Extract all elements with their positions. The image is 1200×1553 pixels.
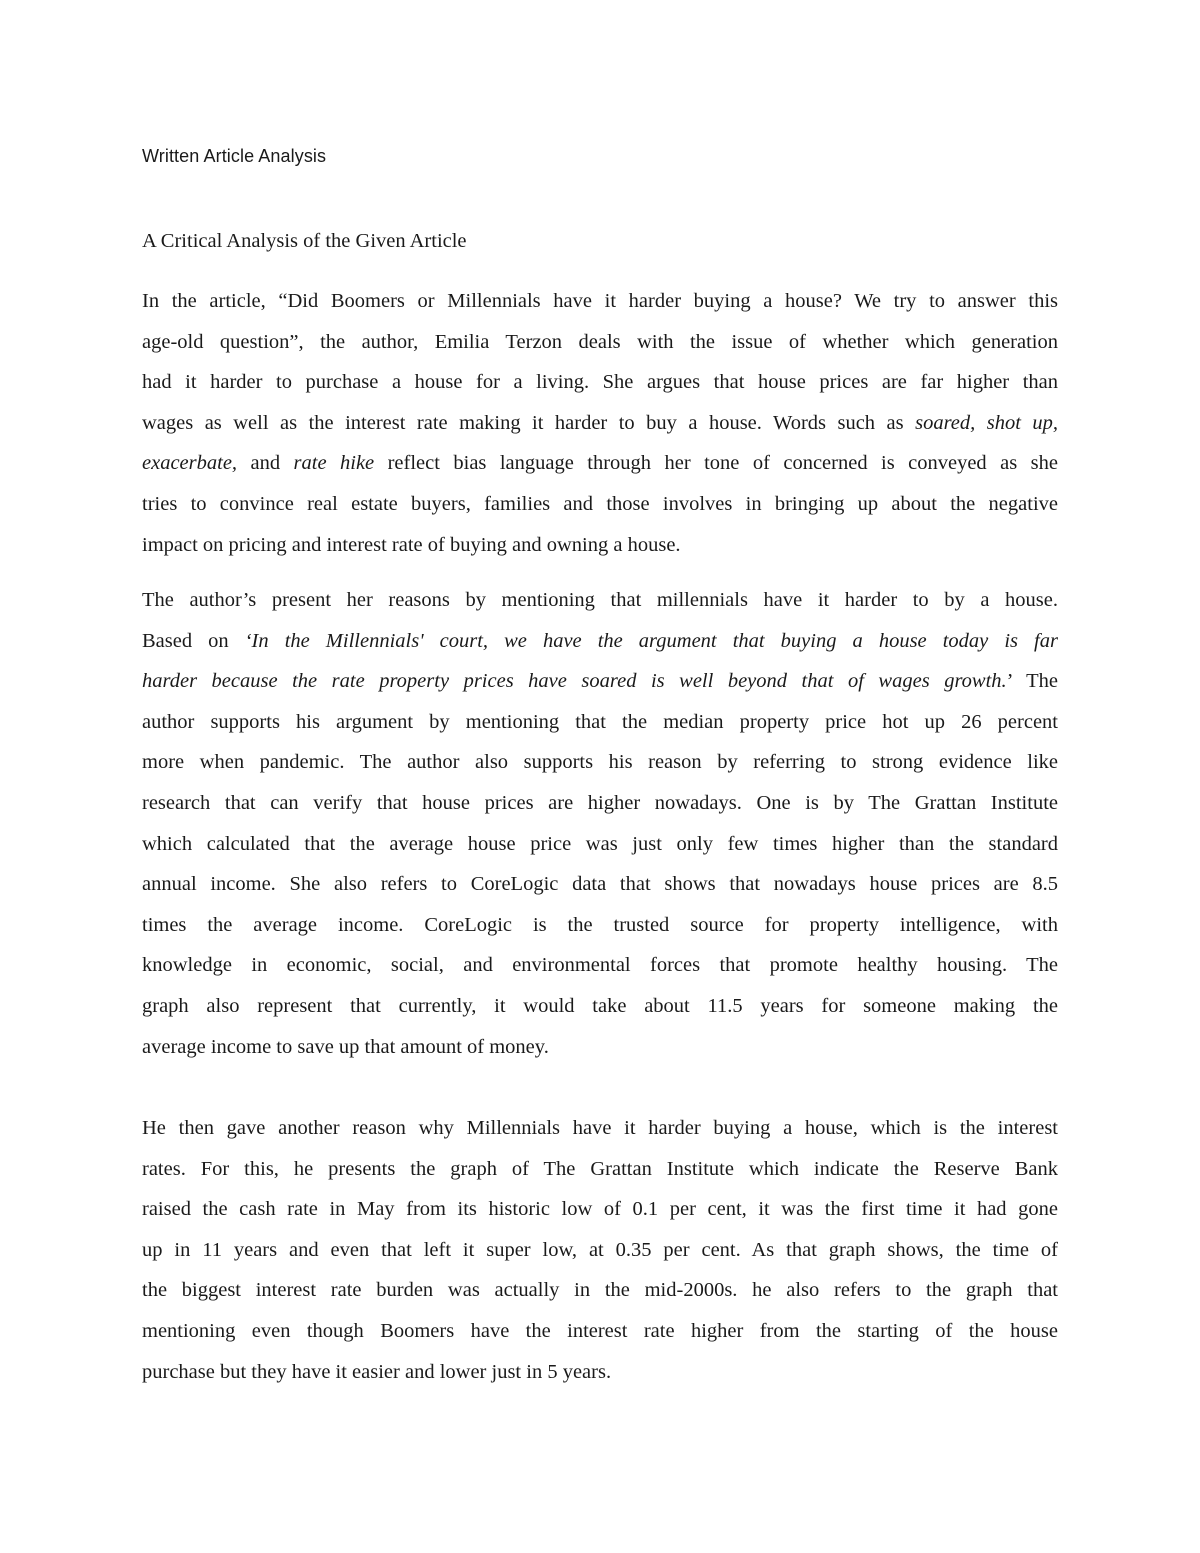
text-line bbox=[142, 484, 1058, 525]
text-line bbox=[142, 905, 1058, 946]
text-line bbox=[142, 1230, 1058, 1271]
text-run: average income to save up that amount of money. bbox=[142, 1035, 549, 1058]
paragraph-3 bbox=[142, 1108, 1058, 1392]
text-run: ’ The bbox=[1006, 670, 1058, 693]
text-line bbox=[142, 1270, 1058, 1311]
text-line bbox=[142, 281, 1058, 322]
text-line bbox=[142, 864, 1058, 905]
text-run: mentioning even though Boomers have the interest rate higher from the starting of the house bbox=[142, 1319, 1058, 1342]
text-line bbox=[142, 1027, 1058, 1068]
text-run: wages as well as the interest rate making it harder to buy a house. Words such as bbox=[142, 411, 916, 434]
text-run: graph also represent that currently, it would take about 11.5 years for someone making the bbox=[142, 994, 1058, 1017]
text-line bbox=[142, 525, 1058, 566]
text-line bbox=[142, 824, 1058, 865]
text-run: He then gave another reason why Millennials have it harder buying a house, which is the interest bbox=[142, 1117, 1058, 1139]
text-run: research that can verify that house prices are higher nowadays. One is by The Grattan Institute bbox=[142, 791, 1058, 814]
text-run: rates. For this, he presents the graph of The Grattan Institute which indicate the Reserve Bank bbox=[142, 1157, 1058, 1180]
paragraph-1 bbox=[142, 281, 1058, 565]
text-run: Based on bbox=[142, 629, 245, 652]
text-run: knowledge in economic, social, and environmental forces that promote healthy housing. The bbox=[142, 954, 1058, 977]
article-subtitle: A Critical Analysis of the Given Article bbox=[142, 230, 467, 252]
text-run: had it harder to purchase a house for a living. She argues that house prices are far higher than bbox=[142, 371, 1058, 394]
text-run: and bbox=[237, 452, 294, 475]
text-run: impact on pricing and interest rate of buying and owning a house. bbox=[142, 533, 681, 556]
text-line bbox=[142, 783, 1058, 824]
text-run: The author’s present her reasons by mentioning that millennials have it harder to by a house. bbox=[142, 589, 1058, 611]
text-run: the biggest interest rate burden was actually in the mid-2000s. he also refers to the graph that bbox=[142, 1279, 1058, 1302]
text-run: more when pandemic. The author also supports his reason by referring to strong evidence like bbox=[142, 751, 1058, 774]
text-line bbox=[142, 322, 1058, 363]
text-run: raised the cash rate in May from its historic low of 0.1 per cent, it was the first time it had gone bbox=[142, 1198, 1058, 1221]
text-line bbox=[142, 1189, 1058, 1230]
text-line bbox=[142, 1352, 1058, 1393]
text-run: purchase but they have it easier and lower just in 5 years. bbox=[142, 1360, 612, 1383]
text-line bbox=[142, 621, 1058, 662]
text-line bbox=[142, 403, 1058, 444]
text-run: In the article, “Did Boomers or Millennials have it harder buying a house? We try to answer this bbox=[142, 290, 1058, 312]
text-line bbox=[142, 1311, 1058, 1352]
text-line bbox=[142, 362, 1058, 403]
text-run: up in 11 years and even that left it super low, at 0.35 per cent. As that graph shows, the time of bbox=[142, 1238, 1058, 1261]
text-line bbox=[142, 580, 1058, 621]
italic-text-run: ‘In the Millennials' court, we have the argument that buying a house today is far bbox=[244, 629, 1058, 652]
text-line bbox=[142, 986, 1058, 1027]
text-run: reflect bias language through her tone of concerned is conveyed as she bbox=[374, 452, 1058, 475]
text-run: author supports his argument by mentioning that the median property price hot up 26 percent bbox=[142, 710, 1058, 733]
text-line bbox=[142, 702, 1058, 743]
text-run: times the average income. CoreLogic is the trusted source for property intelligence, with bbox=[142, 913, 1058, 936]
italic-text-run: soared, shot up, bbox=[915, 411, 1058, 434]
text-run: tries to convince real estate buyers, families and those involves in bringing up about the negative bbox=[142, 492, 1058, 515]
paragraph-2 bbox=[142, 580, 1058, 1067]
italic-text-run: rate hike bbox=[293, 452, 375, 475]
text-line bbox=[142, 1149, 1058, 1190]
text-line bbox=[142, 1108, 1058, 1149]
italic-text-run: harder because the rate property prices have soared is well beyond that of wages growth. bbox=[142, 670, 1007, 693]
text-run: annual income. She also refers to CoreLogic data that shows that nowadays house prices are 8.5 bbox=[142, 873, 1058, 896]
text-line bbox=[142, 443, 1058, 484]
text-line bbox=[142, 945, 1058, 986]
text-run: which calculated that the average house price was just only few times higher than the standard bbox=[142, 832, 1058, 855]
text-run: age-old question”, the author, Emilia Terzon deals with the issue of whether which generation bbox=[142, 330, 1058, 353]
italic-text-run: exacerbate, bbox=[142, 452, 238, 475]
text-line bbox=[142, 742, 1058, 783]
text-line bbox=[142, 661, 1058, 702]
document-header: Written Article Analysis bbox=[142, 146, 327, 166]
